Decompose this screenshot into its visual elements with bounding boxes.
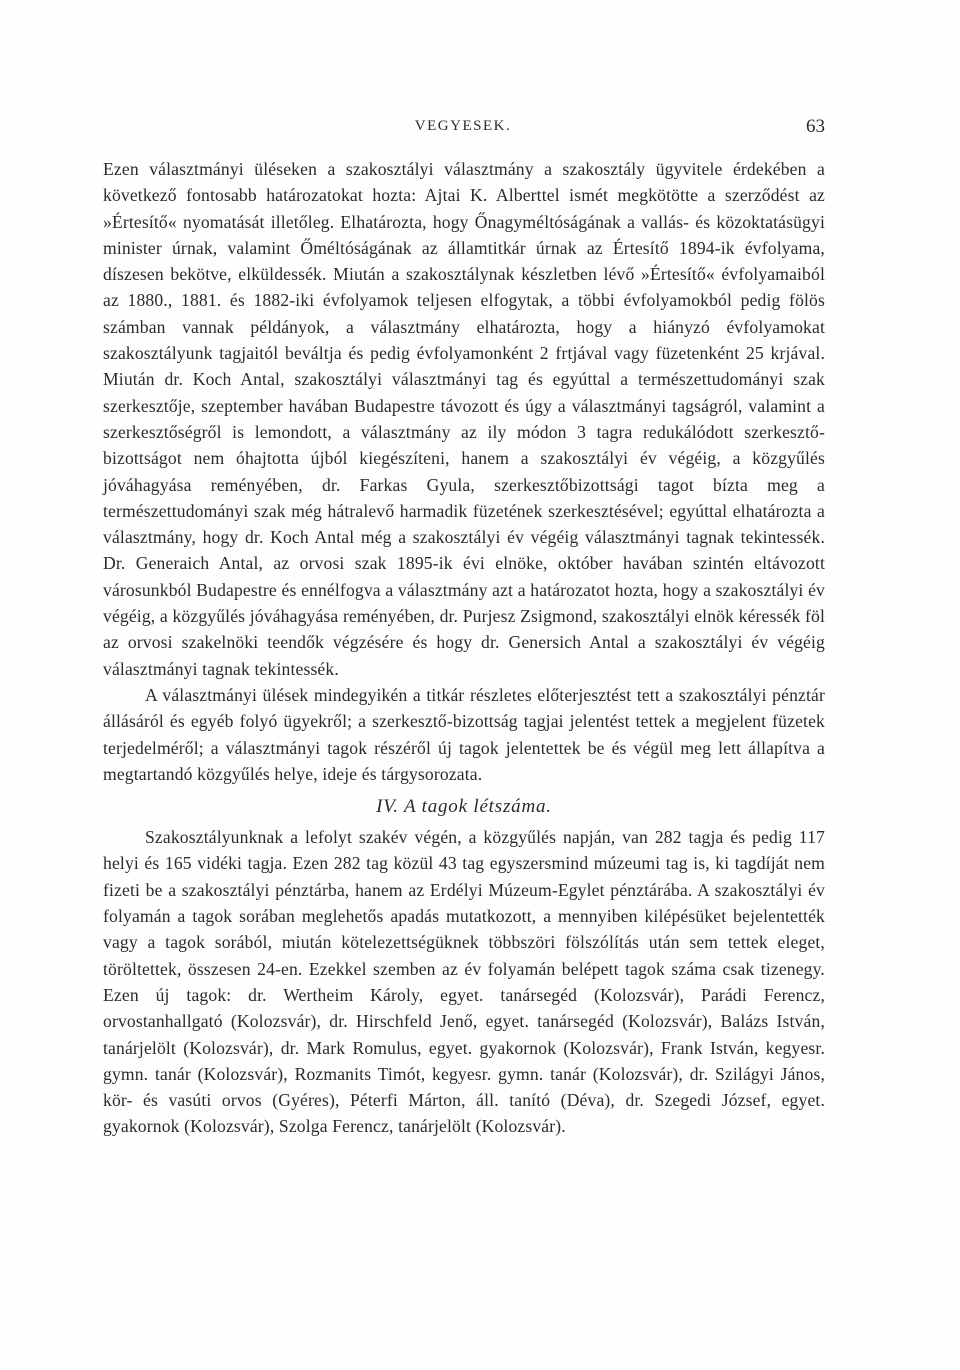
section-heading: IV. A tagok létszáma.: [376, 796, 552, 818]
running-title: VEGYESEK.: [414, 118, 512, 134]
running-header: [103, 118, 823, 142]
paragraph-membership: Szakosztályunknak a lefolyt szakév végén, a közgyűlés napján, van 282 tagja és pedig 117 helyi és 165 vidéki tagja. Ezen 282 tag közül 43 tag egyszersmind múzeumi tag is, ki tagdíját nem fizeti be a szakosztályi pénztárba, hanem az Erdélyi Múzeum-Egylet pénztárába. A szakosztályi év folyamán a tagok sorában meglehetős apadás mutatkozott, a mennyiben kilépésüket bejelentették vagy a tagok sorából, miután kötelezettségüknek többszöri fölszólítás után sem tettek eleget, töröltettek, összesen 24-en. Ezekkel szemben az év folyamán belépett tagok száma csak tizenegy. Ezen új tagok: dr. Wertheim Károly, egyet. tanársegéd (Kolozsvár), Parádi Ferencz, orvostanhallgató (Kolozsvár), dr. Hirschfeld Jenő, egyet. tanársegéd (Kolozsvár), Balázs István, tanárjelölt (Kolozsvár), dr. Mark Romulus, egyet. gyakornok (Kolozsvár), Frank István, kegyesr. gymn. tanár (Kolozsvár), Rozmanits Timót, kegyesr. gymn. tanár (Kolozsvár), dr. Szilágyi János, kör- és vasúti orvos (Gyéres), Péterfi Márton, áll. tanító (Déva), dr. Szegedi József, egyet. gyakornok (Kolozsvár), Szolga Ferencz, tanárjelölt (Kolozsvár).: [103, 827, 825, 1137]
paragraph-committee-decisions: Ezen választmányi üléseken a szakosztályi választmány a szakosztály ügyvitele érdekében a következő fontosabb határozatokat hozta: Ajtai K. Alberttel ismét megkötötte a szerződést az »Értesítő« nyomatását illetőleg. Elhatározta, hogy Őnagyméltóságának a vallás- és közoktatásügyi minister úrnak, valamint Őméltóságának az államtitkár úrnak az Értesítő 1894-ik évfolyama, díszesen bekötve, elküldessék. Miután a szakosztálynak készletben lévő »Értesítő« évfolyamaiból az 1880., 1881. és 1882-iki évfolyamok teljesen elfogytak, a többi évfolyamokból pedig fölös számban vannak példányok, a választmány elhatározta, hogy a hiányzó évfolyamokat szakosztályunk tagjaitól beváltja és pedig évfolyamonként 2 frtjával vagy füzetenként 25 krjával. Miután dr. Koch Antal, szakosztályi választmányi tag és egyúttal a természettudományi szak szerkesztője, szeptember havában Budapestre távozott és úgy a választmányi tagságról, valamint a szerkesztőségről is lemondott, a választmány az ily módon 3 tagra redukálódott szerkesztő-bizottságot nem óhajtotta újból kiegészíteni, hanem a szakosztályi év végéig, a közgyűlés jóváhagyása reményében, dr. Farkas Gyula, szerkesztőbizottsági tagot bízta meg a természettudományi szak még hátralevő harmadik füzetének szerkesztésével; egyúttal elhatározta a választmány, hogy dr. Koch Antal még a szakosztályi év végéig választmányi tagnak tekintessék. Dr. Generaich Antal, az orvosi szak 1895-ik évi elnöke, október havában szintén eltávozott városunkból Budapestre és ennélfogva a választmány azt a határozatot hozta, hogy a szakosztályi év végéig, a közgyűlés jóváhagyása reményében, dr. Purjesz Zsigmond, szakosztályi elnök kéressék föl az orvosi szakelnöki teendők végzésére és hogy dr. Genersich Antal a szakosztályi év végéig választmányi tagnak tekintessék.: [103, 159, 825, 679]
body-text: [103, 156, 825, 1140]
page-number: 63: [806, 116, 825, 137]
paragraph-committee-meetings: A választmányi ülések mindegyikén a titkár részletes előterjesztést tett a szakosztályi pénztár állásáról és egyéb folyó ügyekről; a szerkesztő-bizottság tagjai jelentést tettek a megjelent füzetek terjedelméről; a választmányi tagok részéről új tagok jelentettek be és végül meg lett állapítva a megtartandó közgyűlés helye, ideje és tárgysorozata.: [103, 684, 825, 784]
